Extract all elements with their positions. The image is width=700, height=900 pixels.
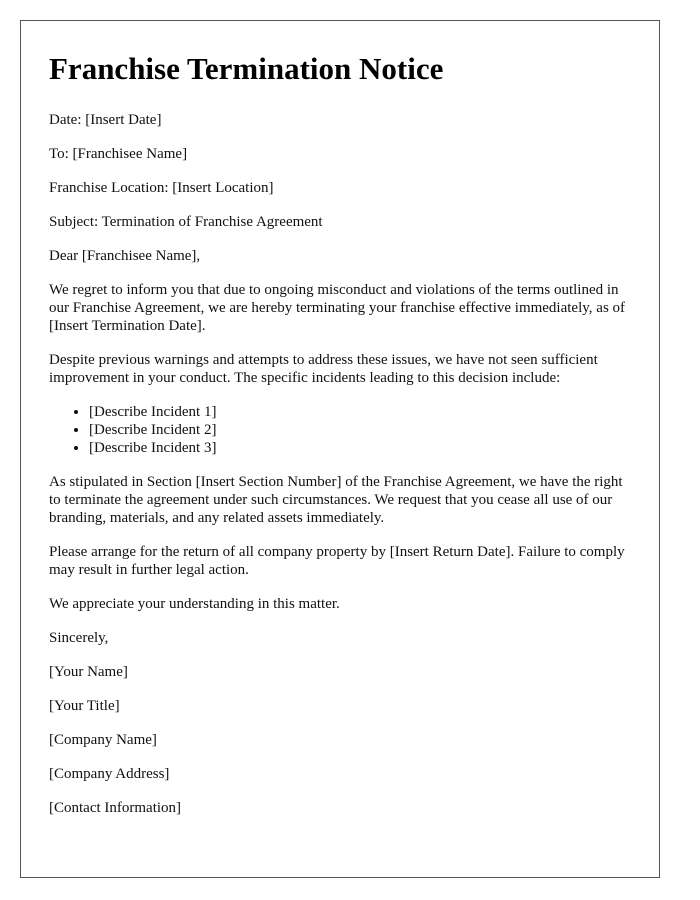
subject-line: Subject: Termination of Franchise Agreement bbox=[49, 214, 323, 230]
body-paragraph-4: Please arrange for the return of all company property by [Insert Return Date]. Failure to comply may result in further legal action. bbox=[49, 544, 625, 578]
signature-title: [Your Title] bbox=[49, 698, 120, 714]
body-paragraph-3: As stipulated in Section [Insert Section Number] of the Franchise Agreement, we have the right to terminate the agreement under such circumstances. We request that you cease all use of our branding, materials, and any related assets immediately. bbox=[49, 474, 623, 526]
incident-list bbox=[49, 403, 633, 457]
location-line: Franchise Location: [Insert Location] bbox=[49, 180, 274, 196]
date-line: Date: [Insert Date] bbox=[49, 112, 162, 128]
body-paragraph-5: We appreciate your understanding in this matter. bbox=[49, 596, 340, 612]
letter-title: Franchise Termination Notice bbox=[49, 51, 444, 86]
letter-page bbox=[20, 20, 660, 878]
incident-item-1: • [Describe Incident 1] bbox=[89, 403, 633, 421]
incident-item-3: • [Describe Incident 3] bbox=[89, 439, 633, 457]
salutation: Dear [Franchisee Name], bbox=[49, 248, 201, 264]
signature-company: [Company Name] bbox=[49, 732, 157, 748]
body-paragraph-2: Despite previous warnings and attempts to address these issues, we have not seen sufficient improvement in your conduct. The specific incidents leading to this decision include: bbox=[49, 352, 598, 386]
letter-content bbox=[49, 49, 633, 833]
signature-address: [Company Address] bbox=[49, 766, 170, 782]
body-paragraph-1: We regret to inform you that due to ongoing misconduct and violations of the terms outlined in our Franchise Agreement, we are hereby terminating your franchise effective immediately, as of [Insert Termination Date]. bbox=[49, 282, 626, 334]
recipient-line: To: [Franchisee Name] bbox=[49, 146, 188, 162]
signature-name: [Your Name] bbox=[49, 664, 128, 680]
signature-contact: [Contact Information] bbox=[49, 800, 182, 816]
incident-item-2: • [Describe Incident 2] bbox=[89, 421, 633, 439]
closing: Sincerely, bbox=[49, 630, 109, 646]
